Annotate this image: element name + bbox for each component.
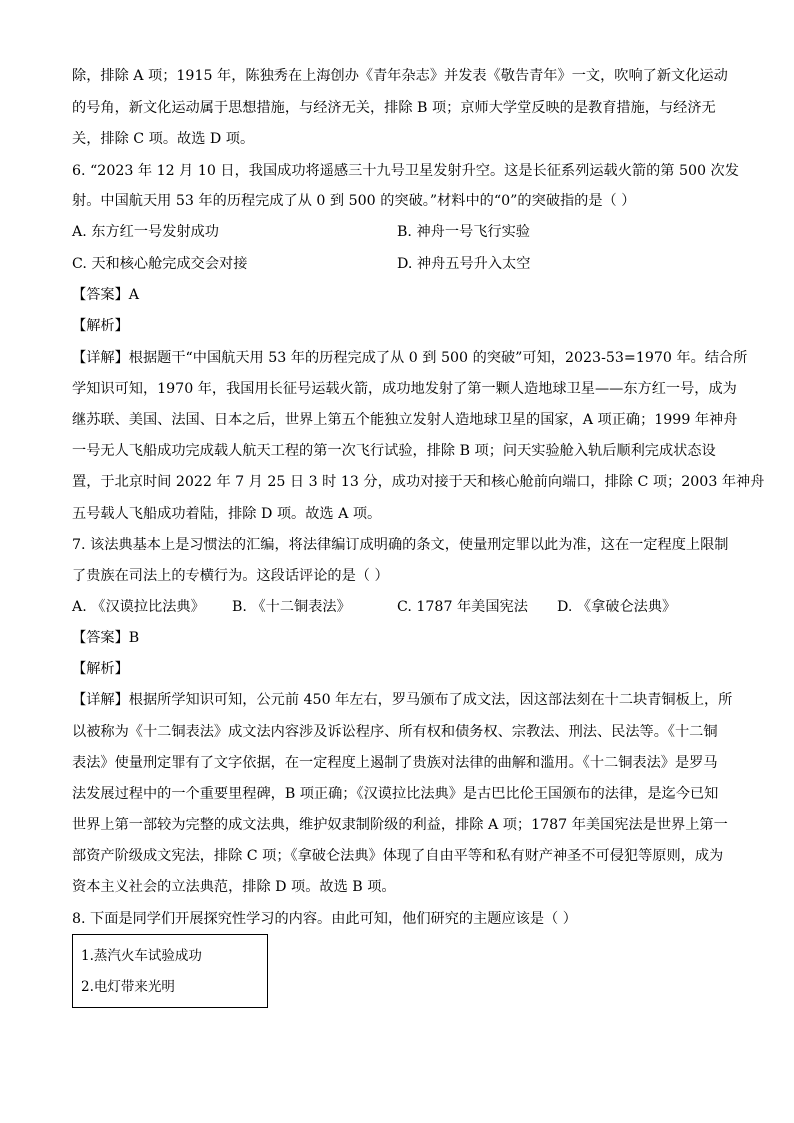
q7-detail-line-3: 表法》使量刑定罪有了文字依据，在一定程度上遏制了贵族对法律的曲解和滥用。《十二铜表法》是罗马 xyxy=(72,755,718,771)
q6-detail-line-1: 【详解】根据题干“中国航天用 53 年的历程完成了从 0 到 500 的突破”可知，2023-53=1970 年。结合所 xyxy=(72,350,748,366)
intro-line-3: 关，排除 C 项。故选 D 项。 xyxy=(72,131,255,147)
q7-analysis-label: 【解析】 xyxy=(72,661,129,677)
q6-stem-line-2: 射。中国航天用 53 年的历程完成了从 0 到 500 的突破。”材料中的“0”的突破指的是（ ） xyxy=(72,193,636,209)
q7-detail-line-5: 世界上第一部较为完整的成文法典，维护奴隶制阶级的利益，排除 A 项；1787 年美国宪法是世界上第一 xyxy=(72,817,728,833)
q8-material-box xyxy=(72,934,268,1008)
q8-box-item-1: 1.蒸汽火车试验成功 xyxy=(81,948,202,964)
q6-option-b: B. 神舟一号飞行实验 xyxy=(397,224,530,240)
q6-detail-line-2: 学知识可知，1970 年，我国用长征号运载火箭，成功地发射了第一颗人造地球卫星——东方红一号，成为 xyxy=(72,381,737,397)
q8-box-item-2: 2.电灯带来光明 xyxy=(81,979,175,995)
intro-line-2: 的号角，新文化运动属于思想措施，与经济无关，排除 B 项；京师大学堂反映的是教育措施，与经济无 xyxy=(72,100,716,116)
q6-detail-line-5: 置，于北京时间 2022 年 7 月 25 日 3 时 13 分，成功对接于天和核心舱前向端口，排除 C 项；2003 年神舟 xyxy=(72,474,765,490)
q7-detail-line-2: 以被称为《十二铜表法》成文法内容涉及诉讼程序、所有权和债务权、宗教法、刑法、民法等。《十二铜 xyxy=(72,724,718,740)
q7-option-a: A. 《汉谟拉比法典》 xyxy=(72,599,205,615)
q7-option-b: B. 《十二铜表法》 xyxy=(232,599,351,615)
q6-option-d: D. 神舟五号升入太空 xyxy=(397,256,531,272)
q6-stem-line-1: 6. “2023 年 12 月 10 日，我国成功将遥感三十九号卫星发射升空。这是长征系列运载火箭的第 500 次发 xyxy=(72,163,739,179)
intro-line-1: 除，排除 A 项；1915 年，陈独秀在上海创办《青年杂志》并发表《敬告青年》一文，吹响了新文化运动 xyxy=(72,68,728,84)
q6-option-c: C. 天和核心舱完成交会对接 xyxy=(72,256,248,272)
q7-stem-line-2: 了贵族在司法上的专横行为。这段话评论的是（ ） xyxy=(72,568,389,584)
q7-detail-line-1: 【详解】根据所学知识可知，公元前 450 年左右，罗马颁布了成文法，因这部法刻在十二块青铜板上，所 xyxy=(72,692,733,708)
q7-answer: 【答案】B xyxy=(72,630,140,646)
q7-detail-line-7: 资本主义社会的立法典范，排除 D 项。故选 B 项。 xyxy=(72,879,396,895)
q6-analysis-label: 【解析】 xyxy=(72,318,129,334)
q6-detail-line-6: 五号载人飞船成功着陆，排除 D 项。故选 A 项。 xyxy=(72,506,382,522)
q8-stem: 8. 下面是同学们开展探究性学习的内容。由此可知，他们研究的主题应该是（ ） xyxy=(72,911,577,927)
q7-detail-line-4: 法发展过程中的一个重要里程碑，B 项正确；《汉谟拉比法典》是古巴比伦王国颁布的法律，是迄今已知 xyxy=(72,786,719,802)
q7-option-d: D. 《拿破仑法典》 xyxy=(557,599,677,615)
q6-detail-line-4: 一号无人飞船成功完成载人航天工程的第一次飞行试验，排除 B 项；问天实验舱入轨后顺利完成状态设 xyxy=(72,443,716,459)
q6-detail-line-3: 继苏联、美国、法国、日本之后，世界上第五个能独立发射人造地球卫星的国家，A 项正确；1999 年神舟 xyxy=(72,412,738,428)
q6-answer: 【答案】A xyxy=(72,287,139,303)
q6-option-a: A. 东方红一号发射成功 xyxy=(72,224,219,240)
q7-detail-line-6: 部资产阶级成文宪法，排除 C 项；《拿破仑法典》体现了自由平等和私有财产神圣不可侵犯等原则，成为 xyxy=(72,848,724,864)
q7-option-c: C. 1787 年美国宪法 xyxy=(397,599,528,615)
q7-stem-line-1: 7. 该法典基本上是习惯法的汇编，将法律编订成明确的条文，使量刑定罪以此为准，这在一定程度上限制 xyxy=(72,537,729,553)
